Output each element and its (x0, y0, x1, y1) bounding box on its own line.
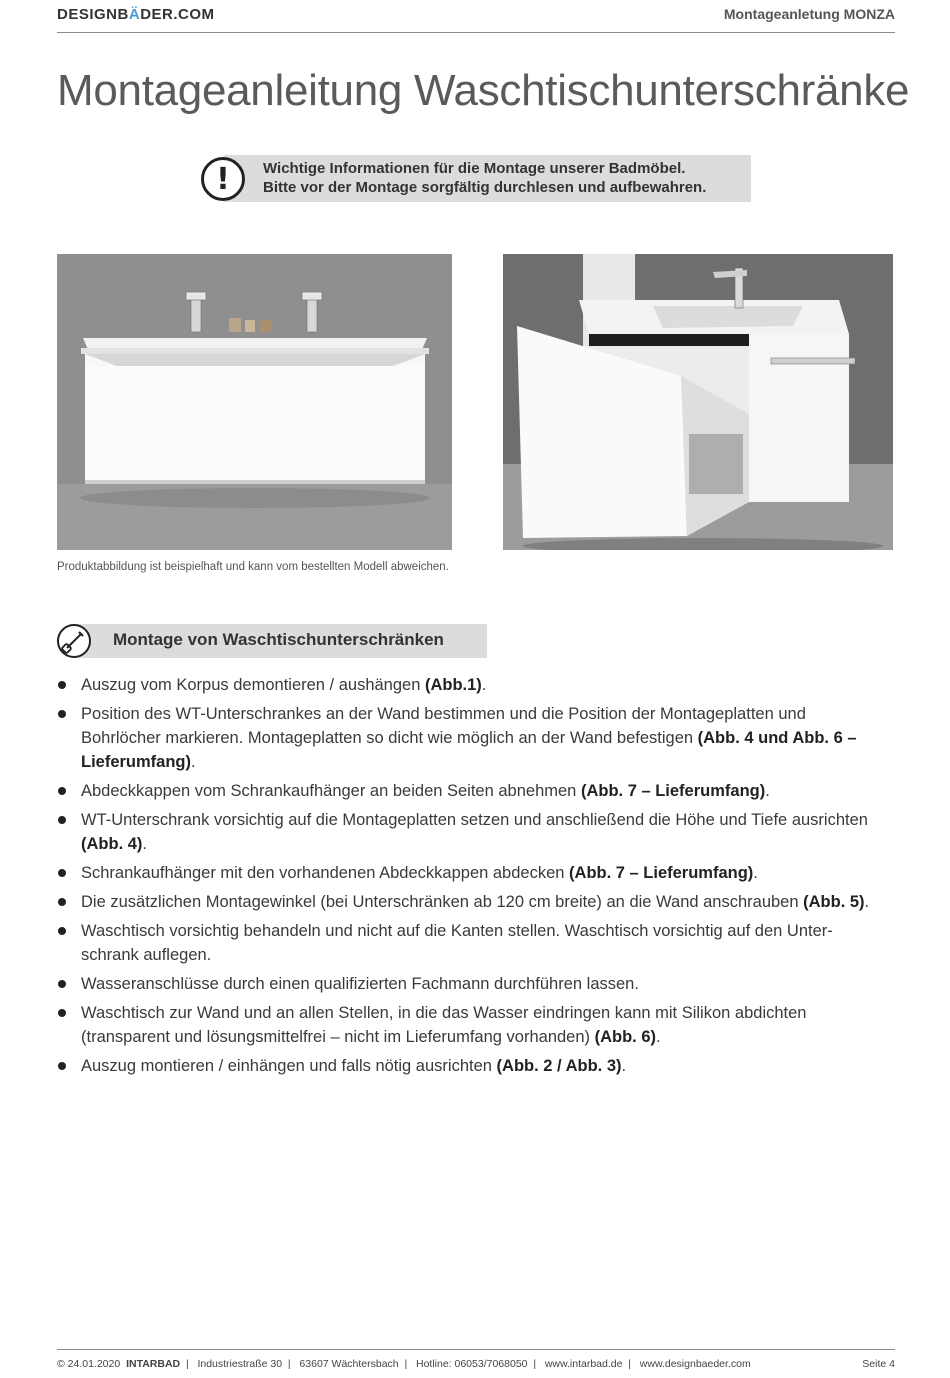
footer-address: Industriestraße 30 (197, 1358, 283, 1370)
important-notice (200, 155, 751, 203)
image-caption: Produktabbildung ist beispielhaft und kann vom bestellten Modell abweichen. (57, 561, 449, 573)
step-text: Abdeckkappen vom Schrankaufhänger an beiden Seiten abnehmen (81, 782, 581, 800)
footer-link-designbaeder[interactable]: www.designbaeder.com (639, 1358, 751, 1370)
page-number: Seite 4 (862, 1358, 895, 1370)
step-punctuation: . (191, 753, 196, 771)
vanity-front-illustration (57, 254, 452, 550)
step-reference: (Abb.1) (424, 676, 482, 694)
notice-line-1: Wichtige Informationen für die Montage unserer Badmöbel. (263, 160, 686, 177)
step-reference: (Abb. 4) (81, 835, 143, 853)
product-photo-drawer-open (503, 254, 893, 550)
notice-text (263, 159, 706, 197)
notice-line-2: Bitte vor der Montage sorgfältig durchlesen und aufbewahren. (263, 179, 707, 196)
step-reference: (Abb. 2 / Abb. 3) (496, 1057, 622, 1075)
step-text: Wasseranschlüsse durch einen qualifizierten Fachmann durchführen lassen. (81, 975, 639, 993)
footer-info: © 24.01.2020 INTARBAD | Industriestraße 30 | 63607 Wächtersbach | Hotline: 06053/7068050 | www.intarbad.de | www.designbaeder.com (57, 1358, 751, 1370)
step-text: Die zusätzlichen Montagewinkel (bei Unterschränken ab 120 cm breite) an die Wand anschrauben (81, 893, 804, 911)
step-item (57, 861, 887, 885)
step-punctuation: . (765, 782, 770, 800)
page-footer (57, 1349, 895, 1370)
footer-company: INTARBAD (126, 1358, 181, 1370)
screwdriver-icon (57, 624, 91, 658)
vanity-drawer-illustration (503, 254, 893, 550)
section-heading (57, 624, 487, 658)
step-reference: (Abb. 4 und Abb. 6 – Lieferumfang) (81, 729, 857, 771)
product-photo-front (57, 254, 452, 550)
step-item (57, 890, 887, 914)
step-item (57, 779, 887, 803)
footer-hotline: Hotline: 06053/7068050 (415, 1358, 528, 1370)
step-reference: (Abb. 7 – Lieferumfang) (580, 782, 766, 800)
assembly-steps-list (57, 673, 887, 1083)
step-item (57, 1001, 887, 1049)
step-text: Waschtisch vorsichtig behandeln und nicht auf die Kanten stellen. Waschtisch vorsichtig auf den Unter-schrank auflegen. (81, 922, 833, 964)
step-punctuation: . (621, 1057, 627, 1075)
step-punctuation: . (481, 676, 487, 694)
step-text: Position des WT-Unterschrankes an der Wand bestimmen und die Position der Montageplatten und Bohrlöcher markieren. Montageplatten so dicht wie möglich an der Wand befestigen (81, 705, 806, 747)
step-text: Waschtisch zur Wand und an allen Stellen, in die das Wasser eindringen kann mit Silikon abdichten (transparent und lösungsmittelfrei – nicht im Lieferumfang vorhanden) (81, 1004, 807, 1046)
document-title: Montageanletung MONZA (723, 6, 895, 22)
footer-city: 63607 Wächtersbach (299, 1358, 399, 1370)
step-item (57, 702, 887, 774)
step-text: Auszug montieren / einhängen und falls nötig ausrichten (81, 1057, 497, 1075)
footer-date: © 24.01.2020 (57, 1358, 121, 1370)
step-punctuation: . (142, 835, 148, 853)
step-reference: (Abb. 5) (803, 893, 865, 911)
page-title: Montageanleitung Waschtischunterschränke (57, 66, 910, 115)
step-item (57, 673, 887, 697)
exclamation-icon: ! (201, 157, 245, 201)
section-title: Montage von Waschtischunterschränken (113, 630, 444, 649)
step-item (57, 919, 887, 967)
step-punctuation: . (864, 893, 870, 911)
step-text: WT-Unterschrank vorsichtig auf die Montageplatten setzen und anschließend die Höhe und Tiefe ausrichten (81, 811, 868, 829)
brand-logo: DESIGNBÄDER.COM (57, 6, 215, 23)
step-item (57, 1054, 887, 1078)
step-punctuation: . (753, 864, 758, 882)
step-text: Auszug vom Korpus demontieren / aushängen (81, 676, 425, 694)
step-item (57, 972, 887, 996)
page-header (57, 0, 895, 33)
footer-link-intarbad[interactable]: www.intarbad.de (544, 1358, 623, 1370)
step-reference: (Abb. 6) (594, 1028, 657, 1046)
step-text: Schrankaufhänger mit den vorhandenen Abdeckkappen abdecken (81, 864, 570, 882)
step-reference: (Abb. 7 – Lieferumfang) (569, 864, 754, 882)
step-item (57, 808, 887, 856)
step-punctuation: . (656, 1028, 661, 1046)
